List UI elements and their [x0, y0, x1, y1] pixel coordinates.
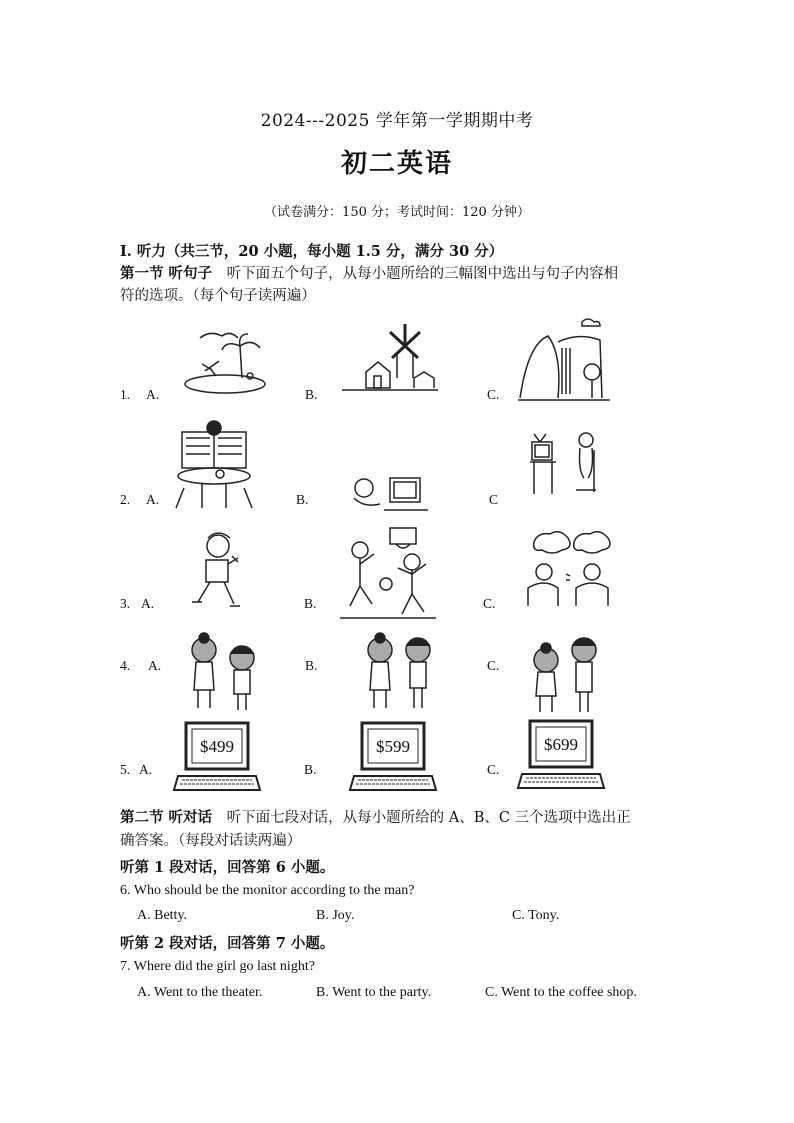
girl-boy-illustration-b: [360, 630, 440, 712]
laptop-price-c: [516, 718, 606, 792]
dialog1-heading: 听第 1 段对话，回答第 6 小题。: [120, 859, 335, 876]
q6-option-a: A. Betty.: [137, 908, 188, 923]
question-number: 1.: [120, 387, 131, 402]
subject-title: 初二英语: [340, 149, 453, 179]
question-number: 4.: [120, 658, 131, 673]
beach-island-illustration: [180, 326, 270, 396]
option-label: C.: [487, 387, 500, 402]
price-label: $599: [376, 737, 410, 756]
option-label: C.: [487, 762, 500, 777]
girl-boy-illustration-a: [184, 632, 264, 712]
waterfall-illustration: [518, 314, 610, 404]
section2-instructions-line2: 确答案。（每段对话读两遍）: [120, 833, 302, 849]
option-label: A.: [146, 492, 160, 507]
question-7: 7. Where did the girl go last night?: [120, 959, 315, 974]
singer-illustration: [188, 530, 256, 610]
question-number: 5.: [120, 762, 131, 777]
section1-instructions-line1: 第一节 听句子 听下面五个句子，从每小题所给的三幅图中选出与句子内容相: [120, 265, 619, 282]
option-label: A.: [148, 658, 162, 673]
exam-info: （试卷满分：150 分；考试时间：120 分钟）: [264, 205, 530, 220]
price-label: $499: [200, 737, 234, 756]
section2-title: 第二节 听对话: [120, 809, 213, 826]
option-label: B.: [296, 492, 309, 507]
option-label: A.: [146, 387, 160, 402]
option-label: C.: [483, 596, 496, 611]
tv-watcher-illustration: [528, 430, 604, 500]
question-number: 2.: [120, 492, 131, 507]
section1-instructions-line2: 符的选项。（每个句子读两遍）: [120, 288, 316, 304]
section2-instructions-line1: 第二节 听对话 听下面七段对话，从每小题所给的 A、B、C 三个选项中选出正: [120, 809, 631, 826]
exam-title: 2024---2025 学年第一学期期中考: [260, 111, 534, 131]
option-label: B.: [305, 387, 318, 402]
laptop-price-b: [348, 720, 438, 794]
computer-user-illustration: [346, 474, 430, 514]
laptop-price-a: [172, 720, 262, 794]
windmill-house-illustration: [342, 318, 438, 392]
q7-option-a: A. Went to the theater.: [137, 985, 263, 1000]
dialog2-heading: 听第 2 段对话，回答第 7 小题。: [120, 935, 335, 952]
option-label: C: [489, 492, 499, 507]
section1-title: 第一节 听句子: [120, 265, 213, 282]
option-label: A.: [139, 762, 153, 777]
newspaper-reader-illustration: [172, 418, 256, 510]
option-label: C.: [487, 658, 500, 673]
question-6: 6. Who should be the monitor according to the man?: [120, 883, 415, 898]
option-label: B.: [305, 658, 318, 673]
option-label: A.: [141, 596, 155, 611]
basketball-players-illustration: [340, 524, 436, 620]
q7-option-b: B. Went to the party.: [316, 985, 432, 1000]
q6-option-b: B. Joy.: [316, 908, 355, 923]
question-number: 3.: [120, 596, 131, 611]
price-label: $699: [544, 735, 578, 754]
girl-boy-illustration-c: [526, 634, 606, 714]
part1-heading: I. 听力（共三节，20 小题，每小题 1.5 分，满分 30 分）: [120, 243, 504, 260]
conversation-illustration: [522, 528, 614, 608]
q7-option-c: C. Went to the coffee shop.: [485, 985, 637, 1000]
option-label: B.: [304, 762, 317, 777]
option-label: B.: [304, 596, 317, 611]
q6-option-c: C. Tony.: [512, 908, 560, 923]
